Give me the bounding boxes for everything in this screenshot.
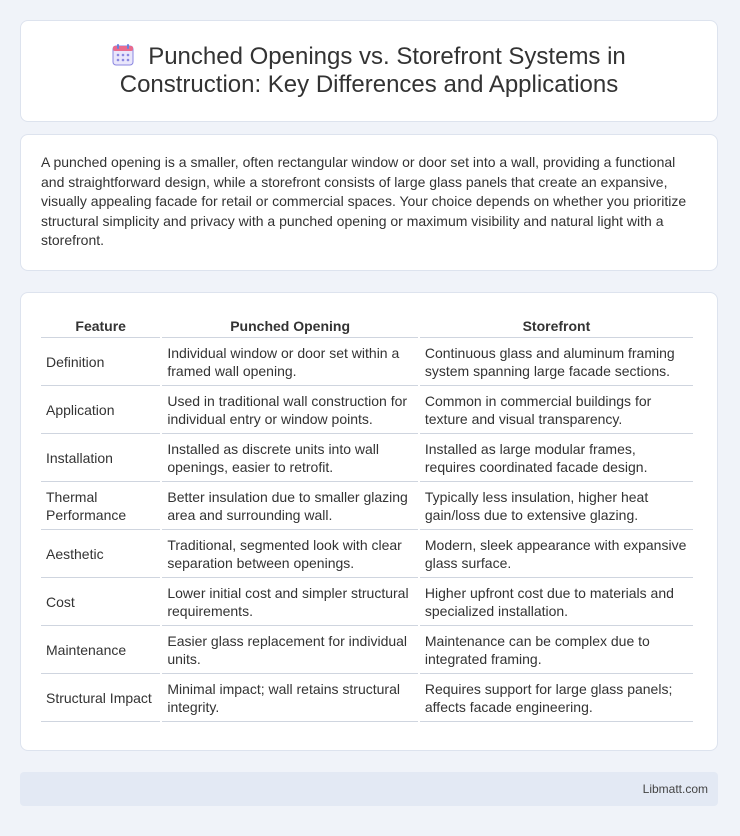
row-storefront: Modern, sleek appearance with expansive glass surface. (420, 530, 693, 578)
comparison-card (20, 292, 718, 751)
row-punched: Installed as discrete units into wall openings, easier to retrofit. (162, 434, 418, 482)
page-title (112, 43, 626, 99)
row-punched: Individual window or door set within a framed wall opening. (162, 338, 418, 386)
row-punched: Easier glass replacement for individual units. (162, 626, 418, 674)
row-feature: Maintenance (41, 626, 160, 674)
intro-card (20, 134, 718, 271)
header-storefront: Storefront (420, 313, 693, 338)
intro-paragraph: A punched opening is a smaller, often rectangular window or door set into a wall, providing a functional and straightforward design, while a storefront consists of large glass panels that create an expansive, visually appealing facade for retail or commercial spaces. Your choice depends on whether you prioritize structural simplicity and privacy with a punched opening or maximum visibility and natural light with a storefront. (41, 154, 687, 248)
row-feature: Installation (41, 434, 160, 482)
row-storefront: Typically less insulation, higher heat gain/loss due to extensive glazing. (420, 482, 693, 530)
row-feature: Definition (41, 338, 160, 386)
table-header-row (41, 313, 693, 338)
table-row (41, 626, 693, 674)
row-punched: Better insulation due to smaller glazing area and surrounding wall. (162, 482, 418, 530)
row-feature: Thermal Performance (41, 482, 160, 530)
table-row (41, 578, 693, 626)
table-row (41, 434, 693, 482)
title-line-2: Construction: Key Differences and Applications (119, 71, 619, 98)
row-feature: Aesthetic (41, 530, 160, 578)
footer-bar (20, 772, 718, 806)
row-punched: Used in traditional wall construction for individual entry or window points. (162, 386, 418, 434)
table-row (41, 530, 693, 578)
title-line-1: Punched Openings vs. Storefront Systems in (148, 43, 626, 70)
row-storefront: Continuous glass and aluminum framing system spanning large facade sections. (420, 338, 693, 386)
row-storefront: Maintenance can be complex due to integrated framing. (420, 626, 693, 674)
header-punched-opening: Punched Opening (162, 313, 418, 338)
row-punched: Lower initial cost and simpler structural requirements. (162, 578, 418, 626)
row-punched: Traditional, segmented look with clear separation between openings. (162, 530, 418, 578)
row-feature: Cost (41, 578, 160, 626)
calendar-icon (112, 44, 134, 66)
header-feature: Feature (41, 313, 160, 338)
table-row (41, 674, 693, 722)
row-feature: Application (41, 386, 160, 434)
title-card (20, 20, 718, 122)
table-row (41, 386, 693, 434)
comparison-table (39, 313, 695, 722)
row-feature: Structural Impact (41, 674, 160, 722)
row-punched: Minimal impact; wall retains structural integrity. (162, 674, 418, 722)
table-row (41, 482, 693, 530)
row-storefront: Common in commercial buildings for texture and visual transparency. (420, 386, 693, 434)
footer-brand-link[interactable]: Libmatt.com (642, 782, 708, 796)
table-row (41, 338, 693, 386)
row-storefront: Installed as large modular frames, requires coordinated facade design. (420, 434, 693, 482)
row-storefront: Requires support for large glass panels; affects facade engineering. (420, 674, 693, 722)
row-storefront: Higher upfront cost due to materials and specialized installation. (420, 578, 693, 626)
